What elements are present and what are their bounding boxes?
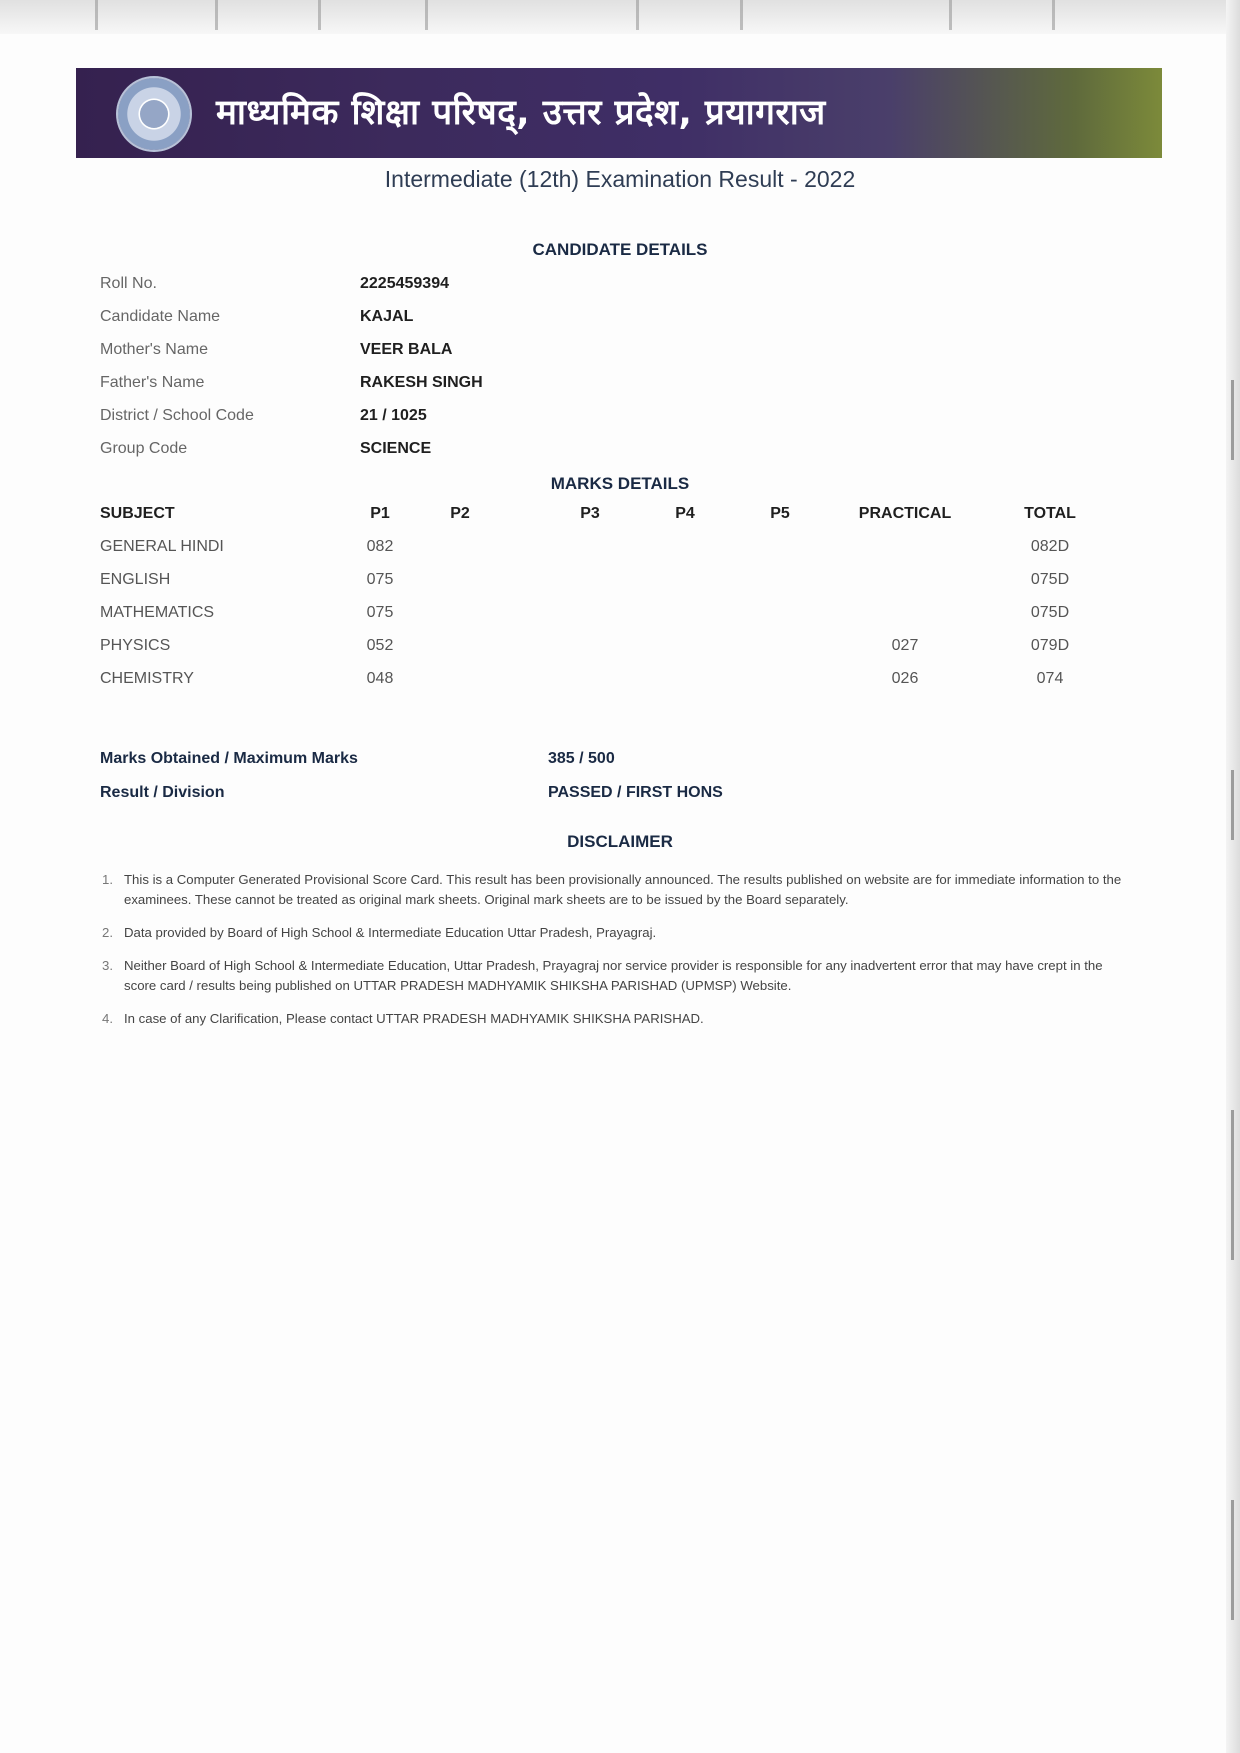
board-banner (76, 68, 1162, 158)
detail-value: RAKESH SINGH (360, 374, 483, 391)
marks-table-header (100, 505, 1100, 538)
total-cell: 075D (1030, 571, 1070, 588)
detail-label: Father's Name (100, 374, 205, 391)
disclaimer-text: Neither Board of High School & Intermediate Education, Uttar Pradesh, Prayagraj nor service provider is responsible for any inadvertent error that may have crept in the score card / results being published on UTTAR PRADESH MADHYAMIK SHIKSHA PARISHAD (UPMSP) Website. (124, 958, 1103, 993)
scan-tick (215, 0, 218, 30)
column-header-practical: PRACTICAL (858, 505, 952, 522)
column-header-p5: P5 (770, 505, 790, 522)
detail-label: Group Code (100, 440, 188, 457)
table-row (100, 538, 1100, 571)
column-header-subject: SUBJECT (100, 505, 175, 522)
scan-mark (1231, 1500, 1234, 1620)
detail-value: KAJAL (360, 308, 414, 325)
marks-details-heading: MARKS DETAILS (550, 474, 690, 493)
disclaimer-item (100, 956, 1135, 996)
scan-tick (949, 0, 952, 30)
column-header-p3: P3 (580, 505, 600, 522)
practical-cell: 027 (891, 637, 919, 654)
detail-label: District / School Code (100, 407, 254, 424)
disclaimer-text: This is a Computer Generated Provisional Score Card. This result has been provisionally announced. The results published on website are for immediate information to the examinees. These cannot be treated as original mark sheets. Original mark sheets are to be issued by the Board separately. (124, 872, 1122, 907)
table-row (100, 670, 1100, 703)
disclaimer-number: 4. (102, 1011, 113, 1026)
disclaimer-item (100, 923, 1135, 943)
detail-label: Roll No. (100, 275, 157, 292)
table-row (100, 637, 1100, 670)
disclaimer-list (100, 870, 1135, 1042)
disclaimer-item (100, 870, 1135, 910)
p1-cell: 075 (366, 604, 394, 621)
scan-tick (425, 0, 428, 30)
scan-tick (318, 0, 321, 30)
table-row (100, 604, 1100, 637)
scan-mark (1231, 770, 1234, 840)
detail-value: 2225459394 (360, 275, 449, 292)
subject-cell: MATHEMATICS (100, 604, 215, 621)
column-header-p4: P4 (675, 505, 695, 522)
disclaimer-text: Data provided by Board of High School & Intermediate Education Uttar Pradesh, Prayagraj. (124, 925, 657, 940)
exam-title: Intermediate (12th) Examination Result - 2022 (384, 166, 856, 192)
total-cell: 075D (1030, 604, 1070, 621)
total-cell: 079D (1030, 637, 1070, 654)
column-header-total: TOTAL (1024, 505, 1076, 522)
disclaimer-number: 3. (102, 958, 113, 973)
marks-obtained-value: 385 / 500 (548, 750, 615, 767)
subject-cell: ENGLISH (100, 571, 171, 588)
total-cell: 082D (1030, 538, 1070, 555)
scan-tick (1052, 0, 1055, 30)
result-division-label: Result / Division (100, 784, 225, 801)
result-division-value: PASSED / FIRST HONS (548, 784, 723, 801)
p1-cell: 052 (366, 637, 394, 654)
practical-cell: 026 (891, 670, 919, 687)
total-cell: 074 (1036, 670, 1064, 687)
board-logo-icon (118, 78, 190, 150)
subject-cell: GENERAL HINDI (100, 538, 224, 555)
table-row (100, 571, 1100, 604)
p1-cell: 048 (366, 670, 394, 687)
column-header-p2: P2 (450, 505, 470, 522)
detail-label: Candidate Name (100, 308, 221, 325)
p1-cell: 075 (366, 571, 394, 588)
scan-mark (1231, 380, 1234, 460)
disclaimer-text: In case of any Clarification, Please contact UTTAR PRADESH MADHYAMIK SHIKSHA PARISHAD. (124, 1011, 704, 1026)
disclaimer-number: 1. (102, 872, 113, 887)
logo-emblem (140, 100, 168, 128)
detail-value: VEER BALA (360, 341, 453, 358)
subject-cell: CHEMISTRY (100, 670, 194, 687)
column-header-p1: P1 (370, 505, 390, 522)
detail-value: 21 / 1025 (360, 407, 427, 424)
marks-obtained-label: Marks Obtained / Maximum Marks (100, 750, 358, 767)
marks-table (100, 505, 1100, 703)
p1-cell: 082 (366, 538, 394, 555)
scan-edge-right (1226, 0, 1240, 1753)
subject-cell: PHYSICS (100, 637, 171, 654)
scan-tick (740, 0, 743, 30)
scan-mark (1231, 1110, 1234, 1260)
disclaimer-heading: DISCLAIMER (567, 832, 673, 851)
board-title: माध्यमिक शिक्षा परिषद्, उत्तर प्रदेश, प्रयागराज (216, 93, 826, 133)
scan-tick (636, 0, 639, 30)
disclaimer-item (100, 1009, 1135, 1029)
scan-tick (95, 0, 98, 30)
detail-label: Mother's Name (100, 341, 208, 358)
disclaimer-number: 2. (102, 925, 113, 940)
candidate-details-heading: CANDIDATE DETAILS (532, 240, 708, 259)
detail-value: SCIENCE (360, 440, 432, 457)
